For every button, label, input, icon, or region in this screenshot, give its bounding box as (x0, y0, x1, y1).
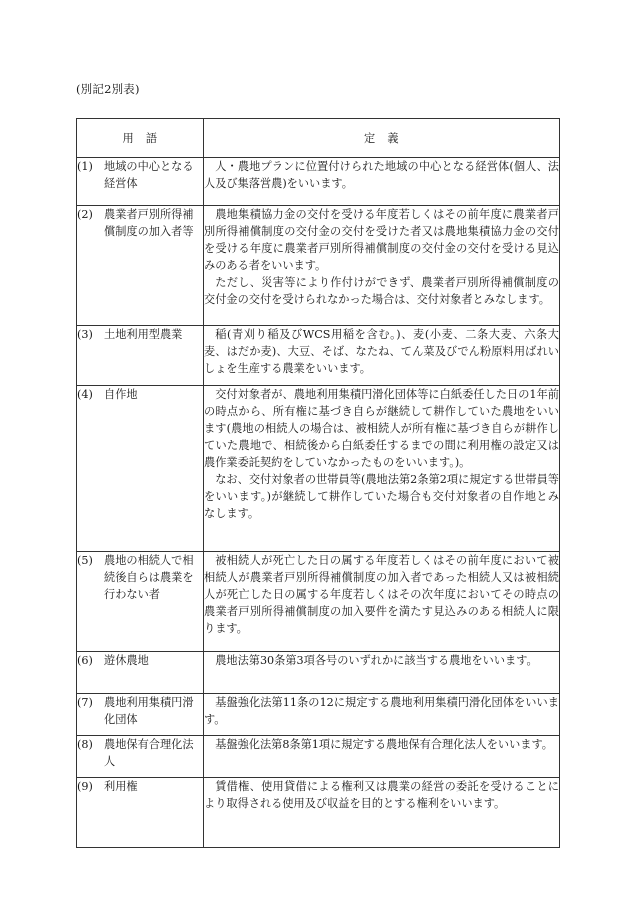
definition-cell (204, 158, 560, 206)
definition-paragraph: 基盤強化法第8条第1項に規定する農地保有合理化法人をいいます。 (215, 738, 553, 751)
term-number: (5) (77, 554, 93, 567)
table-row (77, 652, 560, 694)
term-label: 農地の相続人で相続後自らは農業を行わない者 (104, 554, 194, 601)
table-caption: (別記2別表) (76, 82, 140, 96)
term-cell (77, 552, 204, 652)
term-label: 利用権 (104, 780, 138, 793)
term-number: (7) (77, 696, 93, 709)
table-row (77, 736, 560, 778)
definition-cell (204, 694, 560, 736)
term-label: 農地利用集積円滑化団体 (104, 696, 194, 726)
term-cell (77, 736, 204, 778)
definition-cell (204, 206, 560, 326)
term-number: (2) (77, 208, 93, 221)
definition-paragraph: 農地法第30条第3項各号のいずれかに該当する農地をいいます。 (215, 654, 538, 667)
term-number: (9) (77, 780, 93, 793)
term-number: (1) (77, 160, 93, 173)
term-cell (77, 158, 204, 206)
term-cell (77, 206, 204, 326)
term-cell (77, 778, 204, 848)
term-cell (77, 326, 204, 386)
term-cell (77, 652, 204, 694)
definition-cell (204, 736, 560, 778)
term-number: (6) (77, 654, 93, 667)
term-cell (77, 694, 204, 736)
term-cell (77, 386, 204, 552)
term-number: (4) (77, 388, 93, 401)
definition-cell (204, 778, 560, 848)
term-number: (3) (77, 328, 93, 341)
definition-cell (204, 652, 560, 694)
definitions-table-body (77, 158, 560, 848)
term-label: 地域の中心となる経営体 (104, 160, 194, 190)
table-row (77, 552, 560, 652)
definition-paragraph: 人・農地プランに位置付けられた地域の中心となる経営体(個人、法人及び集落営農)をいいます。 (204, 160, 559, 190)
definition-paragraph: 賃借権、使用貸借による権利又は農業の経営の委託を受けることにより取得される使用及び収益を目的とする権利をいいます。 (204, 780, 559, 810)
definition-cell (204, 552, 560, 652)
term-label: 土地利用型農業 (104, 328, 183, 341)
table-header-row (77, 119, 560, 158)
definition-cell (204, 326, 560, 386)
header-definition: 定 義 (204, 119, 560, 158)
definition-paragraph: 被相続人が死亡した日の属する年度若しくはその前年度において被相続人が農業者戸別所得補償制度の加入者であった相続人又は被相続人が死亡した日の属する年度若しくはその次年度においてその時点の農業者戸別所得補償制度の加入要件を満たす見込みのある相続人に限ります。 (204, 554, 559, 635)
definition-paragraph: 交付対象者が、農地利用集積円滑化団体等に白紙委任した日の1年前の時点から、所有権に基づき自らが継続して耕作していた農地をいいます(農地の相続人の場合は、被相続人が所有権に基づき自らが耕作していた農地で、相続後から白紙委任するまでの間に利用権の設定又は農作業委託契約をしていなかったものをいいます。)。 (204, 388, 559, 469)
table-row (77, 386, 560, 552)
table-row (77, 158, 560, 206)
definition-paragraph: なお、交付対象者の世帯員等(農地法第2条第2項に規定する世帯員等をいいます。)が継続して耕作していた場合も交付対象者の自作地とみなします。 (204, 473, 559, 520)
definition-cell (204, 386, 560, 552)
table-row (77, 778, 560, 848)
header-term: 用 語 (77, 119, 204, 158)
definition-paragraph: 基盤強化法第11条の12に規定する農地利用集積円滑化団体をいいます。 (204, 696, 559, 726)
definition-paragraph: ただし、災害等により作付けができず、農業者戸別所得補償制度の交付金の交付を受けられなかった場合は、交付対象者とみなします。 (204, 276, 559, 306)
definition-paragraph: 農地集積協力金の交付を受ける年度若しくはその前年度に農業者戸別所得補償制度の交付金の交付を受けた者又は農地集積協力金の交付を受ける年度に農業者戸別所得補償制度の交付金の交付を受ける見込みのある者をいいます。 (204, 208, 559, 272)
table-row (77, 206, 560, 326)
term-label: 農地保有合理化法人 (104, 738, 194, 768)
table-row (77, 326, 560, 386)
term-number: (8) (77, 738, 93, 751)
table-row (77, 694, 560, 736)
definitions-table (76, 118, 560, 848)
term-label: 自作地 (104, 388, 138, 401)
term-label: 農業者戸別所得補償制度の加入者等 (104, 208, 194, 238)
term-label: 遊休農地 (104, 654, 149, 667)
definition-paragraph: 稲(青刈り稲及びWCS用稲を含む。)、麦(小麦、二条大麦、六条大麦、はだか麦)、大豆、そば、なたね、てん菜及びでん粉原料用ばれいしょを生産する農業をいいます。 (204, 328, 559, 375)
